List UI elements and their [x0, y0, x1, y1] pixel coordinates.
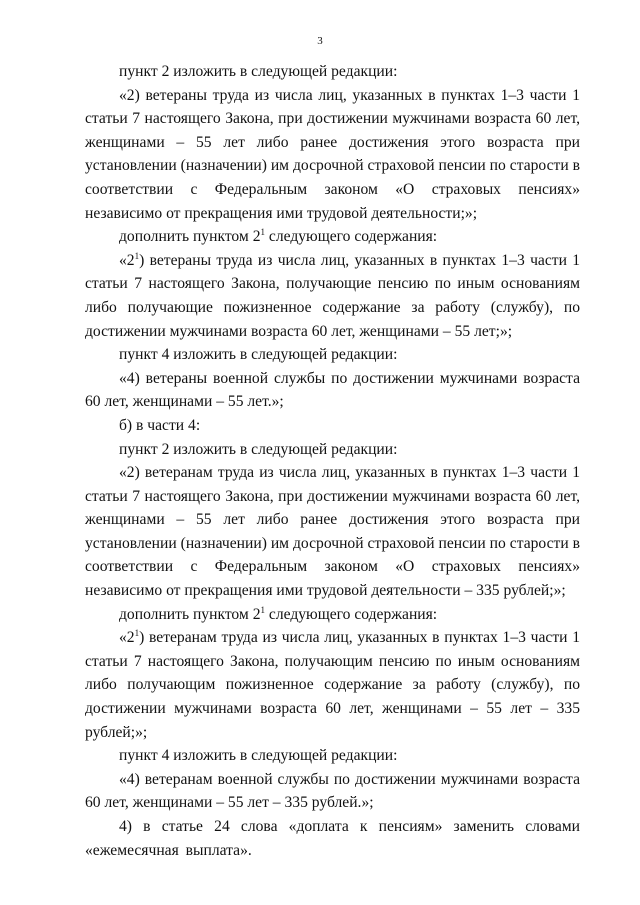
paragraph-text: дополнить пунктом 2 — [119, 228, 261, 246]
paragraph-item-4-military-veterans — [85, 367, 580, 414]
paragraph-part-4-heading — [85, 414, 580, 438]
superscript: 1 — [260, 226, 265, 237]
paragraph-amend-item-4 — [85, 343, 580, 367]
paragraph-text: б) в части 4: — [119, 416, 201, 434]
paragraph-amend-item-2 — [85, 60, 580, 84]
paragraph-add-item-2-1 — [85, 225, 580, 249]
superscript: 1 — [260, 604, 265, 615]
paragraph-article-24-replacement — [85, 815, 580, 862]
paragraph-text: ) ветеранам труда из числа лиц, указанных в пунктах 1–3 части 1 статьи 7 настоящего Закона, получающим пенсию по иным основаниям либо получающим пожизненное содержание за работу (службу), по достижении мужчинами возраста 60 лет, женщинами – 55 лет – 335 рублей;»; — [85, 629, 580, 741]
paragraph-item-2-1-labor-veterans-335 — [85, 626, 580, 744]
paragraph-text: пункт 4 изложить в следующей редакции: — [119, 346, 398, 364]
paragraph-amend-item-4-part-4 — [85, 744, 580, 768]
paragraph-text: «2) ветеранам труда из числа лиц, указанных в пунктах 1–3 части 1 статьи 7 настоящего Закона, при достижении мужчинами возраста 60 лет, женщинами – 55 лет либо ранее достижения этого возраста при установлении (назначении) им досрочной страховой пенсии по старости в соответствии с Федеральным законом «О страховых пенсиях» независимо от прекращения ими трудовой деятельности – 335 рублей;»; — [85, 464, 580, 600]
paragraph-text: ) ветераны труда из числа лиц, указанных в пунктах 1–3 части 1 статьи 7 настоящего Закона, получающие пенсию по иным основаниям либо получающие пожизненное содержание за работу (службу), по достижении мужчинами возраста 60 лет, женщинами – 55 лет;»; — [85, 251, 580, 340]
paragraph-text: дополнить пунктом 2 — [119, 605, 261, 623]
paragraph-item-2-labor-veterans-335 — [85, 461, 580, 603]
paragraph-text: 4) в статье 24 слова «доплата к пенсиям» заменить словами «ежемесячная выплата». — [85, 818, 580, 859]
paragraph-text: пункт 2 изложить в следующей редакции: — [119, 63, 398, 80]
paragraph-text: следующего содержания: — [265, 228, 438, 246]
paragraph-text: «2 — [119, 629, 135, 647]
paragraph-item-2-1-labor-veterans — [85, 249, 580, 343]
paragraph-item-4-military-veterans-335 — [85, 768, 580, 815]
paragraph-text: пункт 4 изложить в следующей редакции: — [119, 747, 398, 765]
paragraph-text: пункт 2 изложить в следующей редакции: — [119, 440, 398, 458]
document-body — [85, 60, 580, 862]
paragraph-amend-item-2-part-4 — [85, 438, 580, 462]
superscript: 1 — [134, 250, 140, 261]
paragraph-text: «4) ветераны военной службы по достижении мужчинами возраста 60 лет, женщинами – 55 лет.»; — [85, 369, 580, 411]
paragraph-item-2-labor-veterans — [85, 84, 580, 226]
page-number: 3 — [317, 35, 323, 47]
paragraph-add-item-2-1-part-4 — [85, 603, 580, 627]
superscript: 1 — [134, 628, 140, 639]
paragraph-text: «4) ветеранам военной службы по достижении мужчинами возраста 60 лет, женщинами – 55 лет – 335 рублей.»; — [85, 770, 580, 812]
paragraph-text: «2) ветераны труда из числа лиц, указанных в пунктах 1–3 части 1 статьи 7 настоящего Закона, при достижении мужчинами возраста 60 лет, женщинами – 55 лет либо ранее достижения этого возраста при установлении (назначении) им досрочной страховой пенсии по старости в соответствии с Федеральным законом «О страховых пенсиях» независимо от прекращения ими трудовой деятельности;»; — [85, 86, 580, 222]
paragraph-text: следующего содержания: — [265, 605, 438, 623]
paragraph-text: «2 — [119, 251, 135, 269]
